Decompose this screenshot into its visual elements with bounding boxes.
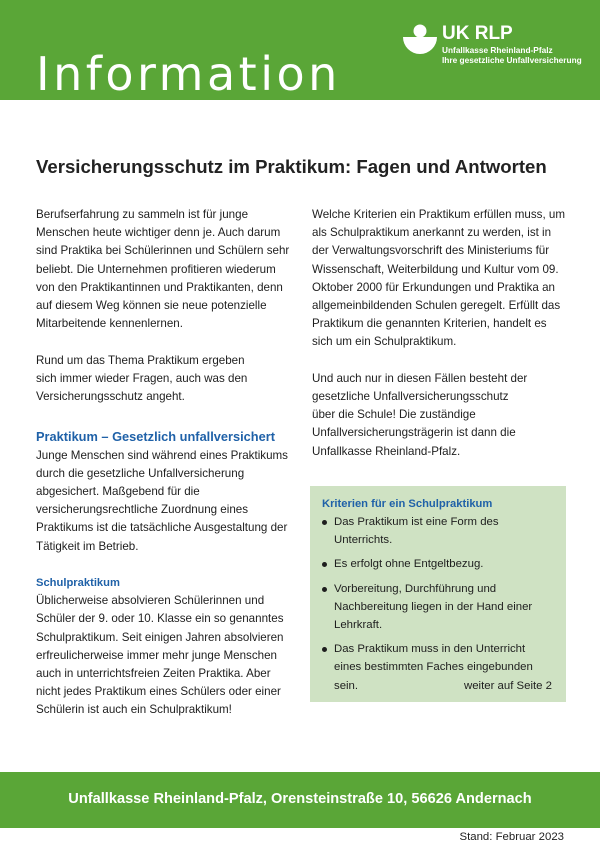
text-line: von den Praktikantinnen und Praktikanten, denn — [36, 280, 283, 294]
paragraph-gap — [36, 333, 298, 351]
text-line: Unfallkasse Rheinland-Pfalz. — [312, 444, 461, 458]
text-line: Versicherungsschutz angeht. — [36, 390, 185, 404]
logo-subtitle: Unfallkasse Rheinland-Pfalz — [442, 45, 553, 55]
text-line: Schulpraktikum. Seit einigen Jahren absolvieren — [36, 630, 284, 644]
text-line: Schüler der 9. oder 10. Klasse ein so genanntes — [36, 612, 284, 626]
text-line: sich immer wieder Fragen, auch was den — [36, 371, 248, 385]
text-line: Praktikums ist die tatsächliche Ausgestaltung der — [36, 521, 288, 535]
text-line: sich um ein Schulpraktikum. — [312, 335, 457, 349]
section-heading: Praktikum – Gesetzlich unfallversichert — [36, 429, 275, 445]
text-line: als Schulpraktikum anerkannt zu werden, ist in — [312, 226, 552, 240]
document-title: Versicherungsschutz im Praktikum: Fagen und Antworten — [36, 156, 547, 177]
text-line: auch in unterrichtsfreien Zeiten Praktika. Aber — [36, 667, 271, 681]
criteria-item-line: eines bestimmten Faches eingebunden — [334, 661, 533, 674]
criteria-box-heading: Kriterien für ein Schulpraktikum — [322, 498, 493, 510]
text-line: sind Praktika bei Schülerinnen und Schülern sehr — [36, 244, 290, 258]
criteria-item-line: Unterrichts. — [334, 534, 393, 547]
criteria-item — [322, 513, 562, 549]
text-line: Mitarbeitende kennenlernen. — [36, 317, 183, 331]
text-line: beliebt. Die Unternehmen profitieren wiederum — [36, 262, 276, 276]
text-line: Üblicherweise absolvieren Schülerinnen und — [36, 594, 265, 608]
text-line: Welche Kriterien ein Praktikum erfüllen muss, um — [312, 208, 566, 221]
text-line: Und auch nur in diesen Fällen besteht der — [312, 371, 528, 385]
criteria-item-line: sein. — [334, 679, 359, 692]
footer-banner — [0, 772, 600, 828]
uk-rlp-logo-icon — [402, 24, 438, 58]
date-stamp: Stand: Februar 2023 — [459, 831, 564, 843]
text-line: versicherungsrechtliche Zuordnung eines — [36, 503, 249, 517]
text-line: Berufserfahrung zu sammeln ist für junge — [36, 208, 249, 221]
text-line: Unfallversicherungsträgerin ist dann die — [312, 426, 516, 440]
text-line: Schülerin ist auch ein Schulpraktikum! — [36, 703, 232, 717]
coverage-paragraph — [312, 370, 574, 461]
criteria-item-line: Vorbereitung, Durchführung und — [334, 582, 497, 595]
footer-address: Unfallkasse Rheinland-Pfalz, Orensteinstraße 10, 56626 Andernach — [68, 791, 532, 807]
criteria-item — [322, 555, 562, 573]
criteria-list — [322, 513, 562, 701]
logo-name: UK RLP — [442, 23, 513, 44]
text-line: Junge Menschen sind während eines Praktikums — [36, 448, 288, 462]
paragraph-gap — [36, 406, 298, 424]
sub-paragraph — [36, 592, 298, 719]
sub-heading: Schulpraktikum — [36, 577, 120, 590]
header-title: Information — [36, 47, 341, 101]
text-line: abgesichert. Maßgebend für die — [36, 485, 200, 499]
logo-tagline: Ihre gesetzliche Unfallversicherung — [442, 55, 582, 65]
text-line: Tätigkeit im Betrieb. — [36, 539, 139, 553]
text-line: gesetzliche Unfallversicherungsschutz — [312, 390, 509, 404]
right-column — [312, 206, 574, 461]
text-line: erfreulicherweise immer mehr junge Menschen — [36, 648, 277, 662]
paragraph-gap — [36, 556, 298, 574]
criteria-item-line: Lehrkraft. — [334, 619, 383, 632]
criteria-item — [322, 580, 562, 635]
criteria-item-line: Es erfolgt ohne Entgeltbezug. — [334, 558, 484, 571]
header-banner — [0, 0, 600, 100]
section-paragraph — [36, 447, 298, 556]
text-line: auf diesem Weg können sie neue potenzielle — [36, 299, 267, 313]
text-line: Praktikum die genannten Kriterien, handelt es — [312, 317, 547, 331]
logo — [402, 22, 582, 70]
text-line: Wissenschaft, Weiterbildung und Kultur vom 09. — [312, 262, 559, 276]
text-line: durch die gesetzliche Unfallversicherung — [36, 466, 245, 480]
text-line: Rund um das Thema Praktikum ergeben — [36, 353, 245, 367]
text-line: über die Schule! Die zuständige — [312, 408, 476, 422]
criteria-paragraph — [312, 206, 574, 352]
text-line: Menschen heute wichtiger denn je. Auch darum — [36, 226, 281, 240]
criteria-box — [310, 486, 566, 702]
left-column — [36, 206, 298, 720]
question-paragraph — [36, 352, 298, 407]
criteria-item-line: Das Praktikum ist eine Form des — [334, 516, 499, 528]
intro-paragraph — [36, 206, 298, 333]
continued-note: weiter auf Seite 2 — [463, 680, 552, 692]
text-line: der Verwaltungsvorschrift des Ministeriums für — [312, 244, 550, 258]
text-line: allgemeinbildenden Schulen geregelt. Erfüllt das — [312, 299, 561, 313]
text-line: nicht jedes Praktikum eines Schülers oder einer — [36, 685, 281, 699]
paragraph-gap — [312, 352, 574, 370]
criteria-item-line: Nachbereitung liegen in der Hand einer — [334, 600, 533, 613]
criteria-item-line: Das Praktikum muss in den Unterricht — [334, 643, 526, 656]
text-line: Oktober 2000 für Erkundungen und Praktika an — [312, 280, 555, 294]
